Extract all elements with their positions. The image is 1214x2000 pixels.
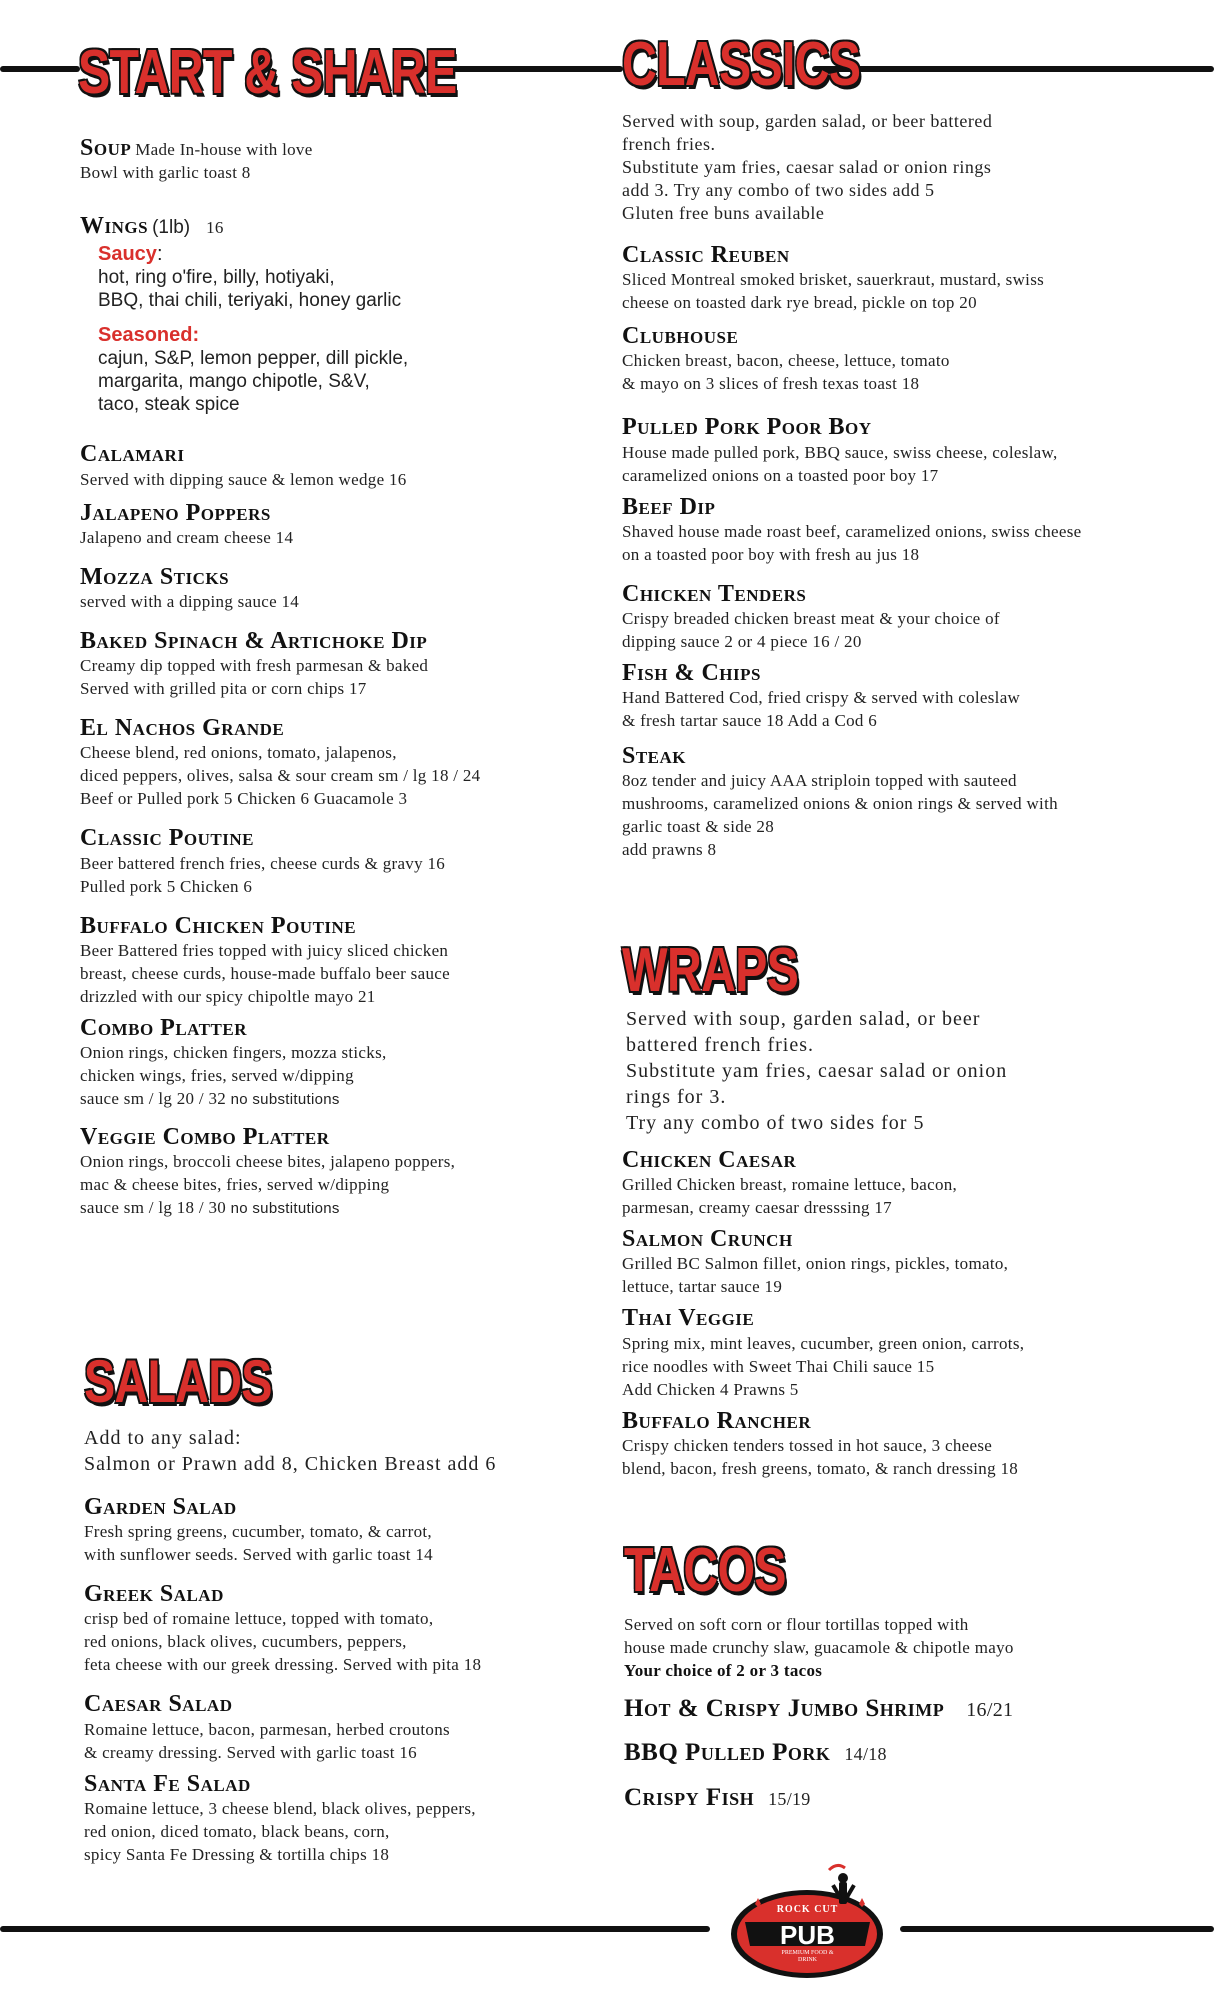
item-name: Chicken Caesar bbox=[622, 1147, 797, 1173]
seasoned-list: cajun, S&P, lemon pepper, dill pickle, margarita, mango chipotle, S&V, taco, steak spice bbox=[98, 348, 409, 416]
item-desc: Creamy dip topped with fresh parmesan & baked Served with grilled pita or corn chips 17 bbox=[80, 656, 429, 699]
item-name: Clubhouse bbox=[622, 323, 739, 350]
start-share-section bbox=[80, 136, 580, 1220]
item-name: Buffalo Chicken Poutine bbox=[80, 912, 357, 939]
item-desc: Spring mix, mint leaves, cucumber, green onion, carrots, rice noodles with Sweet Thai Chili sauce 15 Add Chicken 4 Prawns 5 bbox=[622, 1333, 1025, 1399]
wings-size: (1lb) bbox=[152, 217, 191, 239]
item-name: Chicken Tenders bbox=[622, 580, 807, 607]
classics-heading: CLASSICS bbox=[622, 30, 861, 99]
item-price: 16/21 bbox=[966, 1699, 1014, 1721]
tacos-intro: Served on soft corn or flour tortillas topped with house made crunchy slaw, guacamole & chipotle mayo bbox=[624, 1615, 1014, 1657]
logo-main-text: PUB bbox=[780, 1920, 835, 1950]
item-desc: Hand Battered Cod, fried crispy & served with coleslaw & fresh tartar sauce 18 Add a Cod 6 bbox=[622, 688, 1021, 731]
menu-item bbox=[80, 565, 580, 613]
item-desc: 8oz tender and juicy AAA striploin topped with sauteed mushrooms, caramelized onions & onion rings & served with garlic toast & side 28 add prawns 8 bbox=[622, 771, 1058, 860]
combo-platter-item bbox=[80, 1016, 580, 1111]
menu-item bbox=[80, 442, 580, 490]
menu-item bbox=[84, 1495, 584, 1566]
item-name: Crispy Fish bbox=[624, 1783, 755, 1811]
item-price: 14/18 bbox=[844, 1744, 887, 1765]
menu-item bbox=[622, 661, 1202, 732]
menu-item bbox=[622, 243, 1202, 314]
item-desc: Cheese blend, red onions, tomato, jalapenos, diced peppers, olives, salsa & sour cream sm / lg 18 / 24 Beef or Pulled pork 5 Chicken 6 Guacamole 3 bbox=[80, 743, 481, 809]
item-name: Pulled Pork Poor Boy bbox=[622, 414, 872, 441]
menu-item bbox=[80, 826, 580, 897]
menu-item bbox=[622, 582, 1202, 653]
item-name: Garden Salad bbox=[84, 1494, 237, 1520]
menu-item bbox=[622, 1148, 1206, 1219]
item-desc: Romaine lettuce, bacon, parmesan, herbed croutons & creamy dressing. Served with garlic toast 16 bbox=[84, 1719, 450, 1762]
item-name: BBQ Pulled Pork bbox=[624, 1739, 831, 1767]
item-name: Veggie Combo Platter bbox=[80, 1123, 330, 1150]
item-desc: Chicken breast, bacon, cheese, lettuce, tomato & mayo on 3 slices of fresh texas toast 18 bbox=[622, 351, 950, 394]
top-rule-right bbox=[812, 66, 1214, 72]
item-name: Buffalo Rancher bbox=[622, 1407, 812, 1434]
item-desc: Jalapeno and cream cheese 14 bbox=[80, 527, 294, 547]
seasoned-label: Seasoned bbox=[98, 324, 193, 347]
item-desc: Onion rings, chicken fingers, mozza sticks, chicken wings, fries, served w/dipping bbox=[80, 1042, 387, 1085]
menu-item bbox=[84, 1692, 584, 1763]
item-name: Santa Fe Salad bbox=[84, 1770, 251, 1797]
item-name: Fish & Chips bbox=[622, 659, 761, 686]
menu-item bbox=[84, 1772, 584, 1866]
item-desc: Beer Battered fries topped with juicy sliced chicken breast, cheese curds, house-made buffalo beer sauce drizzled with our spicy chipoltle mayo 21 bbox=[80, 940, 450, 1006]
item-name: Caesar Salad bbox=[84, 1691, 233, 1718]
classics-section bbox=[622, 110, 1202, 861]
wraps-heading: WRAPS bbox=[622, 936, 799, 1005]
salads-section bbox=[84, 1425, 584, 1866]
menu-item bbox=[622, 495, 1202, 566]
item-price: 15/19 bbox=[768, 1788, 811, 1809]
salads-heading: SALADS bbox=[84, 1348, 272, 1415]
soup-item bbox=[80, 136, 580, 184]
item-size-price: sauce sm / lg 20 / 32 bbox=[80, 1088, 227, 1108]
taco-item bbox=[624, 1696, 1204, 1722]
item-desc: Grilled Chicken breast, romaine lettuce, bacon, parmesan, creamy caesar dresssing 17 bbox=[622, 1175, 958, 1218]
item-desc: crisp bed of romaine lettuce, topped with tomato, red onions, black olives, cucumbers, peppers, feta cheese with our greek dressing. Served with pita 18 bbox=[84, 1609, 482, 1675]
wraps-intro: Served with soup, garden salad, or beer battered french fries. Substitute yam fries, caesar salad or onion rings for 3. Try any combo of two sides for 5 bbox=[626, 1008, 1008, 1134]
top-rule-left bbox=[0, 66, 80, 72]
item-name: Thai Veggie bbox=[622, 1305, 755, 1332]
no-substitutions-note: no substitutions bbox=[230, 1200, 340, 1218]
item-name: Classic Poutine bbox=[80, 825, 254, 852]
item-name: Mozza Sticks bbox=[80, 563, 230, 590]
item-name: Salmon Crunch bbox=[622, 1226, 793, 1253]
taco-item bbox=[624, 1785, 1204, 1811]
item-desc: Grilled BC Salmon fillet, onion rings, pickles, tomato, lettuce, tartar sauce 19 bbox=[622, 1254, 1009, 1297]
item-name: Combo Platter bbox=[80, 1014, 247, 1041]
item-desc: Shaved house made roast beef, caramelized onions, swiss cheese on a toasted poor boy with fresh au jus 18 bbox=[622, 521, 1082, 564]
item-name: Baked Spinach & Artichoke Dip bbox=[80, 627, 428, 654]
item-desc: Crispy chicken tenders tossed in hot sauce, 3 cheese blend, bacon, fresh greens, tomato, & ranch dressing 18 bbox=[622, 1435, 1019, 1478]
bottom-rule-left bbox=[0, 1926, 710, 1932]
item-size-price: sauce sm / lg 18 / 30 bbox=[80, 1198, 227, 1218]
item-desc: Crispy breaded chicken breast meat & your choice of dipping sauce 2 or 4 piece 16 / 20 bbox=[622, 608, 1000, 651]
item-desc: House made pulled pork, BBQ sauce, swiss cheese, coleslaw, caramelized onions on a toasted poor boy 17 bbox=[622, 442, 1058, 485]
soup-note: Made In-house with love bbox=[135, 140, 313, 159]
item-name: Soup bbox=[80, 135, 132, 161]
item-name: El Nachos Grande bbox=[80, 715, 285, 742]
menu-item bbox=[622, 324, 1202, 395]
logo-top-text: ROCK CUT bbox=[776, 1904, 839, 1915]
start-share-heading: START & SHARE bbox=[78, 38, 457, 107]
veggie-combo-platter-item bbox=[80, 1125, 580, 1220]
logo-sub-text: PREMIUM FOOD & DRINK bbox=[781, 1950, 834, 1963]
menu-item bbox=[622, 1227, 1206, 1298]
menu-item bbox=[622, 415, 1202, 486]
item-desc: Sliced Montreal smoked brisket, sauerkraut, mustard, swiss cheese on toasted dark rye bread, pickle on top 20 bbox=[622, 270, 1045, 313]
menu-item bbox=[84, 1582, 584, 1676]
rock-cut-pub-logo bbox=[725, 1862, 890, 1982]
tacos-section bbox=[624, 1613, 1204, 1811]
item-name: Classic Reuben bbox=[622, 242, 790, 268]
item-name: Jalapeno Poppers bbox=[80, 499, 271, 526]
wings-item: Wings (1lb) 16 Saucy: hot, ring o'fire, billy, hotiyaki, BBQ, thai chili, teriyaki, honey garlic Seasoned: cajun, S&P, lemon pepper, dill pickle, margarita, mango chipotle, S&V, taco, steak spice bbox=[80, 214, 580, 416]
item-desc: served with a dipping sauce 14 bbox=[80, 591, 300, 611]
no-substitutions-note: no substitutions bbox=[230, 1090, 340, 1108]
item-name: Steak bbox=[622, 743, 687, 770]
item-desc: Served with dipping sauce & lemon wedge 16 bbox=[80, 469, 407, 489]
taco-item bbox=[624, 1740, 1204, 1766]
item-desc: Fresh spring greens, cucumber, tomato, & carrot, with sunflower seeds. Served with garlic toast 14 bbox=[84, 1522, 433, 1565]
classics-intro: Served with soup, garden salad, or beer battered french fries. Substitute yam fries, caesar salad or onion rings add 3. Try any combo of two sides add 5 Gluten free buns available bbox=[622, 111, 993, 223]
menu-item bbox=[80, 629, 580, 700]
item-desc: Romaine lettuce, 3 cheese blend, black olives, peppers, red onion, diced tomato, black beans, corn, spicy Santa Fe Dressing & tortilla chips 18 bbox=[84, 1798, 476, 1864]
bottom-rule-right bbox=[900, 1926, 1214, 1932]
tacos-choice: Your choice of 2 or 3 tacos bbox=[624, 1661, 823, 1680]
tacos-heading: TACOS bbox=[624, 1536, 786, 1605]
menu-item bbox=[622, 1306, 1206, 1400]
saucy-list: hot, ring o'fire, billy, hotiyaki, BBQ, thai chili, teriyaki, honey garlic bbox=[98, 267, 402, 312]
wraps-section bbox=[622, 1006, 1206, 1480]
menu-item bbox=[80, 501, 580, 549]
item-name: Calamari bbox=[80, 441, 185, 468]
menu-item bbox=[80, 914, 580, 1008]
saucy-label: Saucy bbox=[98, 243, 157, 266]
menu-item bbox=[622, 1409, 1206, 1480]
menu-item bbox=[80, 716, 580, 810]
item-desc: Onion rings, broccoli cheese bites, jalapeno poppers, mac & cheese bites, fries, served w/dipping bbox=[80, 1152, 456, 1195]
menu-item bbox=[622, 744, 1202, 861]
wings-price: 16 bbox=[206, 218, 224, 238]
item-desc: Beer battered french fries, cheese curds & gravy 16 Pulled pork 5 Chicken 6 bbox=[80, 853, 446, 896]
item-desc: Bowl with garlic toast 8 bbox=[80, 163, 251, 183]
item-name: Beef Dip bbox=[622, 493, 716, 520]
item-name: Greek Salad bbox=[84, 1581, 224, 1608]
item-name: Wings bbox=[80, 213, 149, 240]
salads-intro: Add to any salad: Salmon or Prawn add 8, Chicken Breast add 6 bbox=[84, 1427, 497, 1475]
item-name: Hot & Crispy Jumbo Shrimp bbox=[624, 1695, 945, 1722]
